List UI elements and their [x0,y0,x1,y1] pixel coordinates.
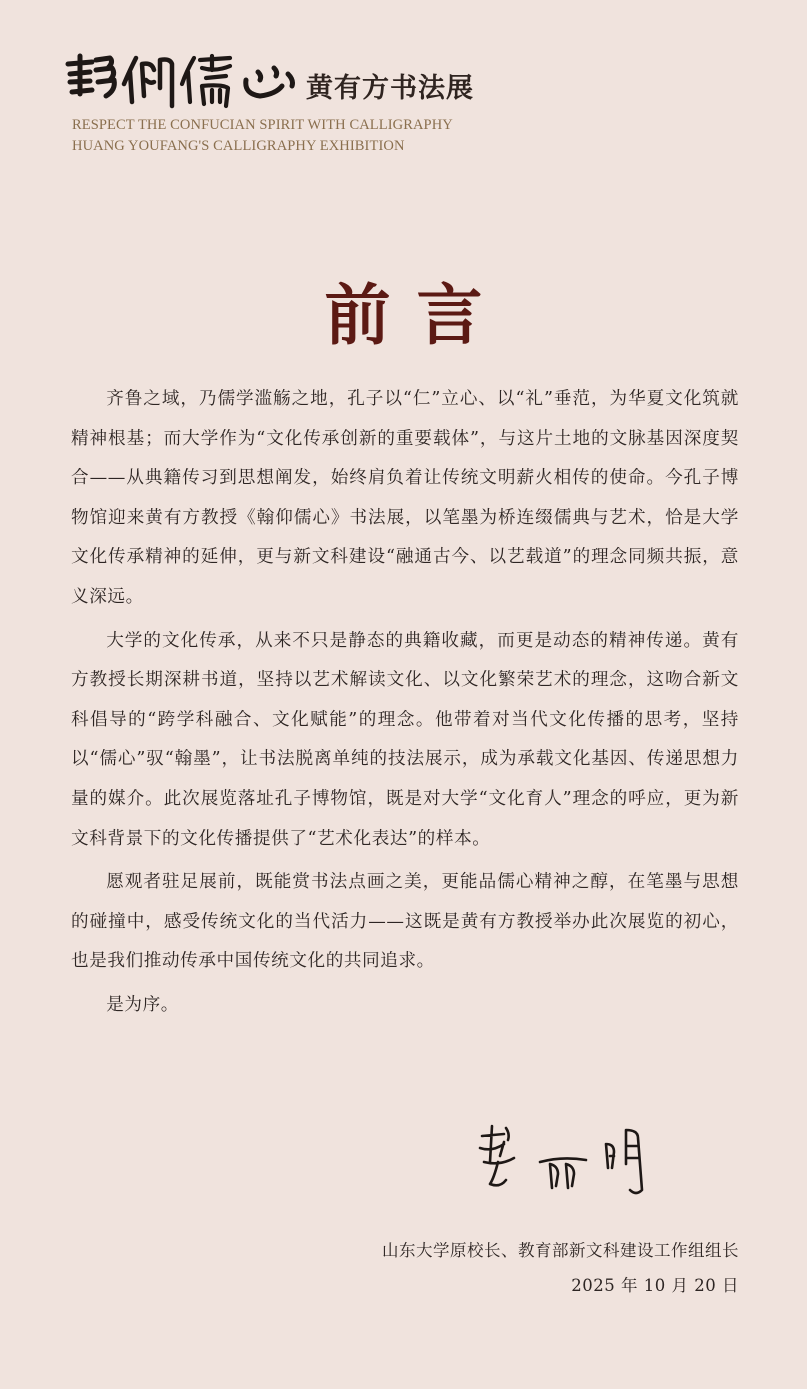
preface-heading: 前言 [324,276,509,354]
paragraph-3: 愿观者驻足展前，既能赏书法点画之美，更能品儒心精神之醇，在笔墨与思想的碰撞中，感受传统文化的当代活力——这既是黄有方教授举办此次展览的初心，也是我们推动传承中国传统文化的共同追求。 [71,872,739,972]
signature-date: 2025 年 10 月 20 日 [571,1276,739,1295]
paragraph-1: 齐鲁之域，乃儒学滥觞之地，孔子以“仁”立心、以“礼”垂范，为华夏文化筑就精神根基；而大学作为“文化传承创新的重要载体”，与这片土地的文脉基因深度契合——从典籍传习到思想阐发，始终肩负着让传统文明薪火相传的使命。今孔子博物馆迎来黄有方教授《翰仰儒心》书法展，以笔墨为桥连缀儒典与艺术，恰是大学文化传承精神的延伸，更与新文科建设“融通古今、以艺载道”的理念同频共振，意义深远。 [71,389,739,607]
paragraph-4: 是为序。 [106,994,179,1015]
handwritten-signature [470,1122,660,1202]
preface-body [71,380,739,1030]
exhibition-title: 黄有方书法展 [306,73,474,104]
signer-role: 山东大学原校长、教育部新文科建设工作组组长 [382,1241,739,1260]
paragraph-2: 大学的文化传承，从来不只是静态的典籍收藏，而更是动态的精神传递。黄有方教授长期深耕书道，坚持以艺术解读文化、以文化繁荣艺术的理念，这吻合新文科倡导的“跨学科融合、文化赋能”的理念。他带着对当代文化传播的思考，坚持以“儒心”驭“翰墨”，让书法脱离单纯的技法展示，成为承载文化基因、传递思想力量的媒介。此次展览落址孔子博物馆，既是对大学“文化育人”理念的呼应，更为新文科背景下的文化传播提供了“艺术化表达”的样本。 [71,630,739,849]
english-subtitle-line-2: HUANG YOUFANG'S CALLIGRAPHY EXHIBITION [72,138,405,154]
calligraphy-logo [62,50,302,112]
english-subtitle-line-1: RESPECT THE CONFUCIAN SPIRIT WITH CALLIGRAPHY [72,117,453,133]
